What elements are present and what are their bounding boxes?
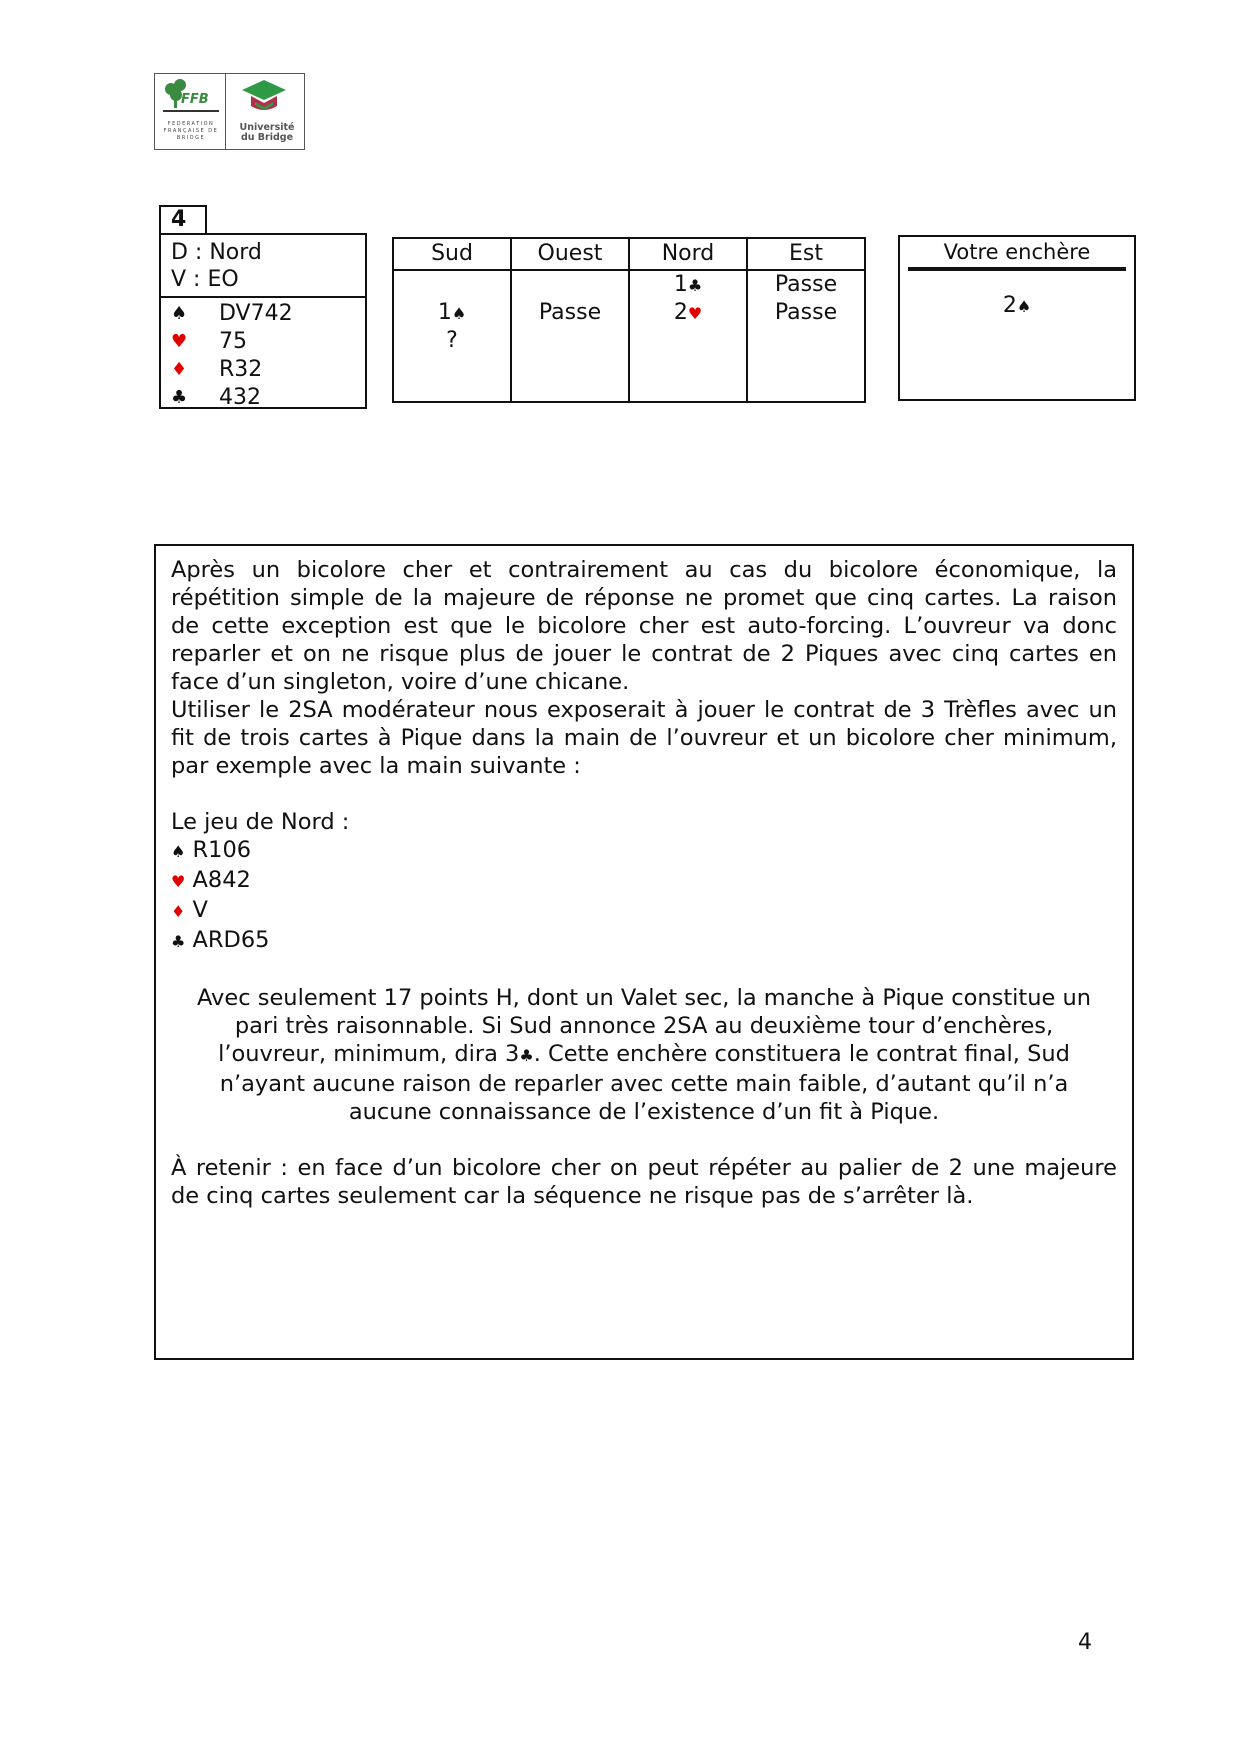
- spade-icon: ♠: [451, 304, 467, 323]
- spade-icon: ♠: [1016, 297, 1032, 316]
- graduation-cap-icon: [226, 74, 306, 120]
- text-line: reparler et on ne risque plus de jouer le contrat de 2 Piques avec cinq cartes en: [171, 641, 1117, 667]
- nord-club-cards: ARD65: [192, 927, 270, 953]
- paragraph-1: [171, 556, 1117, 696]
- universite-line1: Université: [239, 122, 295, 133]
- heart-icon: ♥: [687, 304, 703, 323]
- south-hand-box: [159, 233, 367, 409]
- paragraph-centered: [171, 984, 1117, 1126]
- diamond-icon: ♦: [171, 359, 188, 380]
- diamond-icon: ♦: [171, 902, 186, 921]
- bid-level: 2: [1002, 293, 1017, 318]
- bid-column-sud: [394, 239, 512, 401]
- text-line: de cinq cartes seulement car la séquence ne risque pas de s’arrêter là.: [171, 1183, 974, 1209]
- bidding-table: [392, 237, 866, 403]
- ffb-wordmark: FFB: [181, 92, 209, 107]
- text-segment: . Cette enchère constituera le contrat final, Sud: [533, 1041, 1070, 1067]
- explanation-box: [154, 544, 1134, 1360]
- text-line: À retenir : en face d’un bicolore cher on peut répéter au palier de 2 une majeure: [171, 1155, 1117, 1181]
- bid-cell-empty: [394, 271, 510, 299]
- spade-icon: ♠: [171, 842, 186, 861]
- nord-hand-title: Le jeu de Nord :: [171, 809, 350, 835]
- heart-icon: ♥: [171, 331, 188, 352]
- bid-header-ouest: Ouest: [512, 239, 628, 271]
- votre-enchere-answer: [900, 293, 1134, 318]
- club-icon: ♣: [171, 387, 188, 408]
- bid-header-nord: Nord: [630, 239, 746, 271]
- paragraph-retenir: [171, 1154, 1117, 1210]
- text-line: face d’un singleton, voire d’une chicane.: [171, 669, 630, 695]
- bid-cell-empty: [512, 271, 628, 299]
- text-line: n’ayant aucune raison de reparler avec cette main faible, d’autant qu’il n’a: [219, 1071, 1069, 1097]
- ffb-universite-logo: [154, 73, 305, 150]
- bid-sud-1: [394, 299, 510, 327]
- text-line: aucune connaissance de l’existence d’un fit à Pique.: [348, 1099, 940, 1125]
- text-line: de cette exception est que le bicolore cher est auto-forcing. L’ouvreur va donc: [171, 613, 1117, 639]
- bid-nord-2: [630, 299, 746, 327]
- text-segment: l’ouvreur, minimum, dira 3: [218, 1041, 520, 1067]
- dealer-label: D : Nord: [171, 240, 262, 265]
- bid-ouest-1: Passe: [538, 300, 602, 325]
- bid-column-nord: [630, 239, 748, 401]
- heart-icon: ♥: [171, 872, 186, 891]
- bid-nord-1: [630, 271, 746, 299]
- text-line: Utiliser le 2SA modérateur nous exposerait à jouer le contrat de 3 Trèfles avec un: [171, 697, 1117, 723]
- ffb-subtitle: FEDERATION FRANÇAISE DE BRIDGE: [163, 121, 219, 141]
- universite-text: [228, 123, 306, 143]
- text-line: [171, 1040, 1117, 1070]
- bid-sud-2: ?: [446, 328, 458, 353]
- bid-column-ouest: [512, 239, 630, 401]
- hand-row-diamonds: [171, 356, 365, 384]
- club-icon: ♣: [171, 932, 186, 951]
- hand-row-hearts: [171, 328, 365, 356]
- club-icon: ♣: [687, 276, 703, 295]
- diamond-cards: R32: [219, 357, 263, 382]
- text-line: pari très raisonnable. Si Sud annonce 2SA au deuxième tour d’enchères,: [234, 1013, 1054, 1039]
- bid-est-1: Passe: [774, 272, 838, 297]
- nord-hand-spades: [171, 836, 1117, 866]
- nord-heart-cards: A842: [192, 867, 251, 893]
- ffb-logo: [155, 74, 226, 149]
- votre-enchere-box: [898, 235, 1136, 401]
- text-line: Après un bicolore cher et contrairement au cas du bicolore économique, la: [171, 557, 1117, 583]
- nord-hand-clubs: [171, 926, 1117, 956]
- page-number: 4: [1078, 1630, 1092, 1655]
- universite-line2: du Bridge: [240, 132, 294, 143]
- bid-est-2: Passe: [774, 300, 838, 325]
- votre-enchere-header: Votre enchère: [908, 237, 1126, 271]
- heart-cards: 75: [219, 329, 247, 354]
- nord-diamond-cards: V: [192, 897, 208, 923]
- hand-row-clubs: [171, 384, 365, 412]
- bid-level: 1: [673, 272, 688, 297]
- hand-row-spades: [171, 300, 365, 328]
- paragraph-2: [171, 696, 1117, 780]
- vulnerability-label: V : EO: [171, 267, 239, 292]
- club-cards: 432: [219, 385, 261, 410]
- spade-cards: DV742: [219, 301, 293, 326]
- deal-info: [161, 235, 365, 298]
- hand-suits: [161, 298, 365, 412]
- bid-header-est: Est: [748, 239, 864, 271]
- bid-level: 2: [673, 300, 688, 325]
- bid-level: 1: [437, 300, 452, 325]
- text-line: par exemple avec la main suivante :: [171, 753, 581, 779]
- bid-header-sud: Sud: [394, 239, 510, 271]
- text-line: répétition simple de la majeure de réponse ne promet que cinq cartes. La raison: [171, 585, 1117, 611]
- nord-hand-diamonds: [171, 896, 1117, 926]
- bid-column-est: [748, 239, 864, 401]
- text-line: fit de trois cartes à Pique dans la main de l’ouvreur et un bicolore cher minimum,: [171, 725, 1117, 751]
- deal-number: 4: [159, 205, 207, 235]
- nord-spade-cards: R106: [192, 837, 252, 863]
- club-icon: ♣: [519, 1046, 534, 1065]
- text-line: Avec seulement 17 points H, dont un Valet sec, la manche à Pique constitue un: [196, 985, 1091, 1011]
- nord-hand-hearts: [171, 866, 1117, 896]
- universite-logo: [226, 74, 304, 149]
- spade-icon: ♠: [171, 303, 188, 324]
